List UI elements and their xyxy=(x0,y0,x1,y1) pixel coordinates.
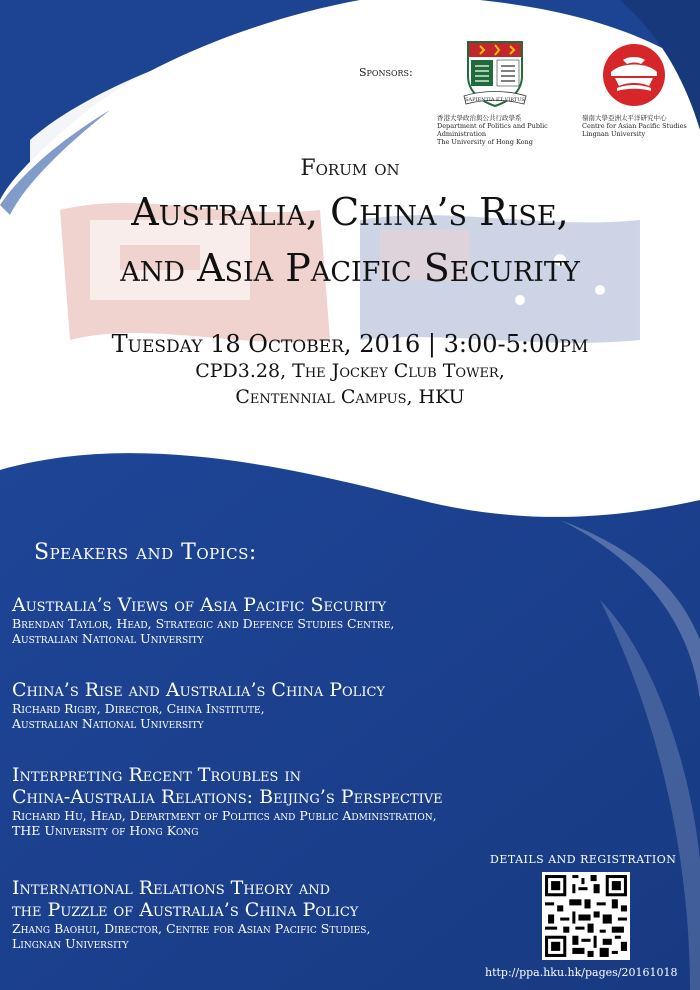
event-title-line-2: and Asia Pacific Security xyxy=(120,246,580,290)
hku-crest-logo xyxy=(462,38,528,110)
speakers-heading: Speakers and Topics: xyxy=(34,540,257,565)
hku-caption-en-2: The University of Hong Kong xyxy=(437,138,533,146)
topic-speaker: Zhang Baohui, Director, Centre for Asian Pacific Studies, xyxy=(12,921,371,936)
topic-speaker-affiliation: Australian National University xyxy=(12,631,204,646)
topic-title-line-2: China-Australia Relations: Beijing’s Perspective xyxy=(12,786,443,808)
topic-title: China’s Rise and Australia’s China Policy xyxy=(12,679,385,701)
topic-title: International Relations Theory and xyxy=(12,877,331,899)
hku-caption-en-1: Department of Politics and Public Administration xyxy=(437,122,548,138)
registration-qr-code[interactable] xyxy=(542,872,630,960)
topic-speaker-affiliation: THE University of Hong Kong xyxy=(12,823,199,838)
hku-department-caption xyxy=(437,114,597,146)
event-title-line-1: Australia, China’s Rise, xyxy=(131,190,569,234)
registration-url-link[interactable]: http://ppa.hku.hk/pages/20161018 xyxy=(485,966,678,979)
topic-title: Australia’s Views of Asia Pacific Security xyxy=(12,594,387,616)
event-date-time: Tuesday 18 October, 2016 | 3:00-5:00pm xyxy=(111,330,589,358)
lingnan-caption-zh: 嶺南大學亞洲太平洋研究中心 xyxy=(582,114,667,122)
topic-title-line-2: the Puzzle of Australia’s China Policy xyxy=(12,899,359,921)
sponsors-label: Sponsors: xyxy=(359,66,413,79)
hku-caption-zh: 香港大學政治與公共行政學系 xyxy=(437,114,522,122)
topic-speaker-affiliation: Australian National University xyxy=(12,716,204,731)
topic-item xyxy=(12,679,385,731)
topic-speaker: Brendan Taylor, Head, Strategic and Defence Studies Centre, xyxy=(12,616,395,631)
lingnan-caption-en-1: Centre for Asian Pacific Studies xyxy=(582,122,687,130)
registration-label: DETAILS AND REGISTRATION xyxy=(490,853,677,866)
topic-item xyxy=(12,594,394,646)
forum-kicker: Forum on xyxy=(300,156,400,181)
topic-speaker-affiliation: Lingnan University xyxy=(12,936,129,951)
svg-text:SAPIENTIA ET VIRTUS: SAPIENTIA ET VIRTUS xyxy=(465,97,525,103)
lingnan-centre-caption xyxy=(582,114,696,138)
topic-item xyxy=(12,877,370,951)
topic-title: Interpreting Recent Troubles in xyxy=(12,764,301,786)
topic-item xyxy=(12,764,443,838)
lingnan-logo xyxy=(601,42,667,108)
topic-speaker: Richard Rigby, Director, China Institute, xyxy=(12,701,265,716)
lingnan-caption-en-2: Lingnan University xyxy=(582,130,646,138)
event-venue-line-1: CPD3.28, The Jockey Club Tower, xyxy=(195,360,505,382)
event-venue-line-2: Centennial Campus, HKU xyxy=(235,386,465,408)
topic-speaker: Richard Hu, Head, Department of Politics and Public Administration, xyxy=(12,808,437,823)
